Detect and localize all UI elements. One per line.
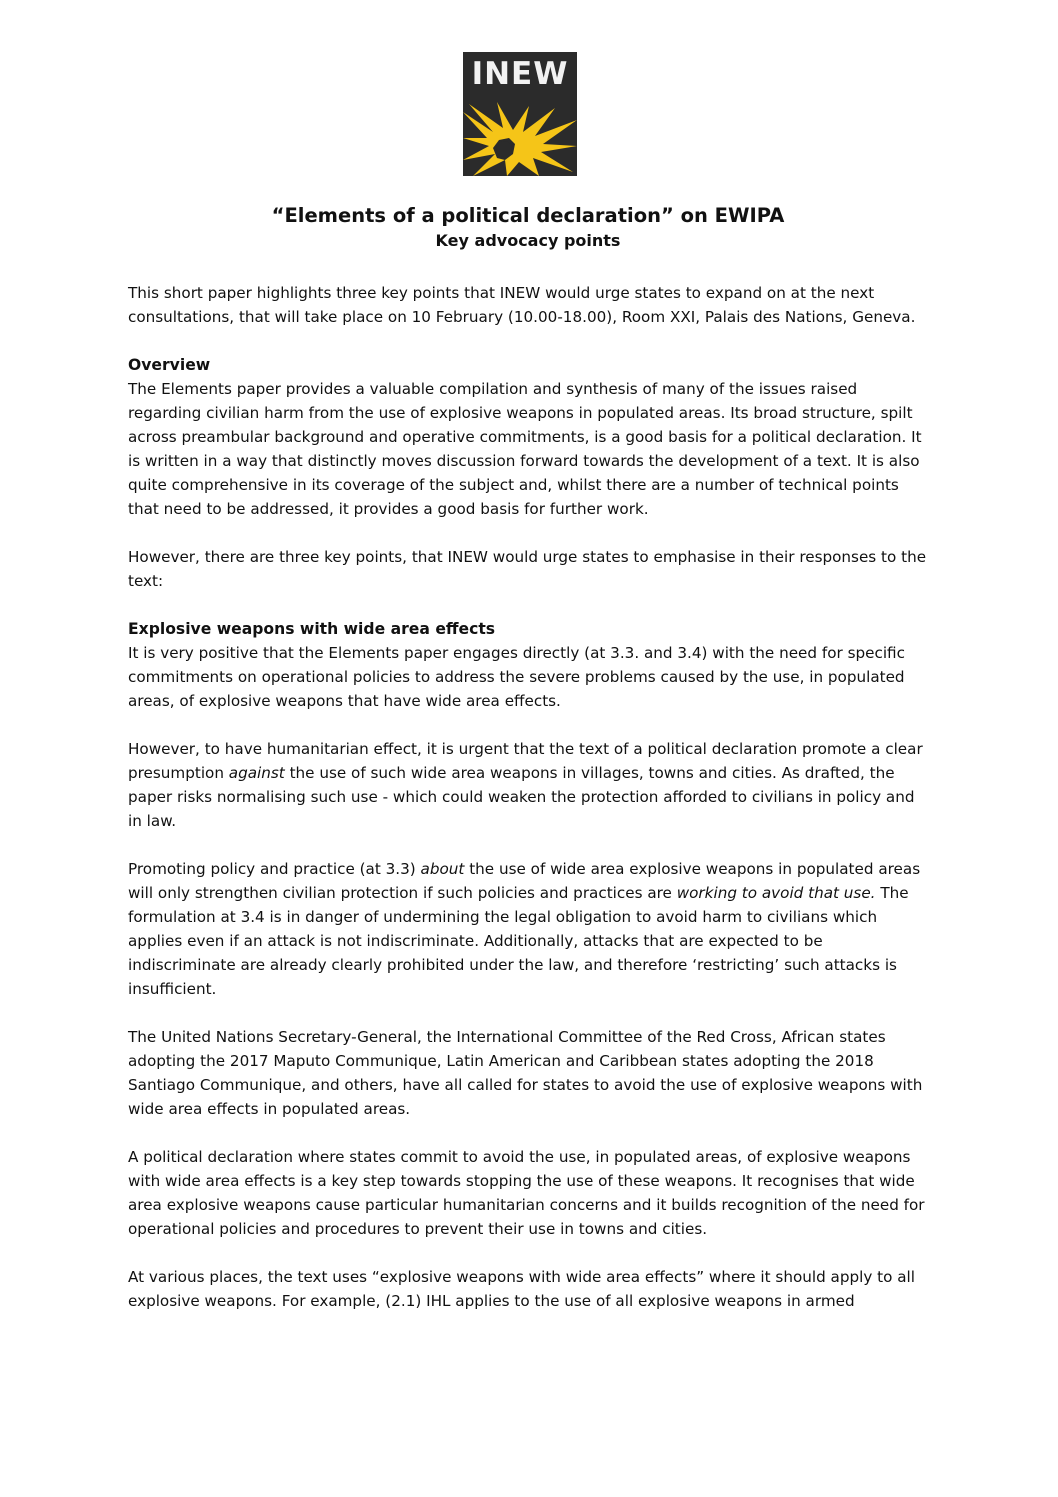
section-wide-area-heading: Explosive weapons with wide area effects [128, 620, 496, 638]
inew-logo [463, 52, 577, 176]
intro-paragraph: This short paper highlights three key points that INEW would urge states to expand on at the next consultations, that will take place on 10 February (10.00-18.00), Room XXI, Palais des Nations, Geneva. [128, 284, 916, 326]
paragraph-text: The formulation at 3.4 is in danger of undermining the legal obligation to avoid harm to civilians which applies even if an attack is not indiscriminate. Additionally, attacks that are expected to be indiscriminate are already clearly prohibited under the law, and therefore ‘restricting’ such attacks is insufficient. [128, 884, 909, 998]
paragraph-text: Promoting policy and practice (at 3.3) [128, 860, 421, 878]
document-body [128, 281, 930, 1313]
document-title: “Elements of a political declaration” on EWIPA [271, 204, 785, 227]
wide-area-paragraph-4: The United Nations Secretary-General, the International Committee of the Red Cross, African states adopting the 2017 Maputo Communique, Latin American and Caribbean states adopting the 2018 Santiago Communique, and others, have all called for states to avoid the use of explosive weapons with wide area effects in populated areas. [128, 1028, 923, 1118]
however-paragraph: However, there are three key points, that INEW would urge states to emphasise in their responses to the text: [128, 548, 927, 590]
title-block [128, 203, 928, 253]
wide-area-paragraph-2 [128, 737, 930, 833]
emphasis-text: working to avoid that use. [676, 884, 876, 902]
wide-area-paragraph-1: It is very positive that the Elements paper engages directly (at 3.3. and 3.4) with the need for specific commitments on operational policies to address the severe problems caused by the use, in populated areas, of explosive weapons that have wide area effects. [128, 644, 905, 710]
overview-heading: Overview [128, 356, 211, 374]
emphasis-text: against [228, 764, 285, 782]
emphasis-text: about [420, 860, 465, 878]
overview-paragraph: The Elements paper provides a valuable compilation and synthesis of many of the issues raised regarding civilian harm from the use of explosive weapons in populated areas. Its broad structure, spilt across preambular background and operative commitments, is a good basis for a political declaration. It is written in a way that distinctly moves discussion forward towards the development of a text. It is also quite comprehensive in its coverage of the subject and, whilst there are a number of technical points that need to be addressed, it provides a good basis for further work. [128, 380, 922, 518]
wide-area-paragraph-5: A political declaration where states commit to avoid the use, in populated areas, of explosive weapons with wide area effects is a key step towards stopping the use of these weapons. It recognises that wide area explosive weapons cause particular humanitarian concerns and it builds recognition of the need for operational policies and procedures to prevent their use in towns and cities. [128, 1148, 925, 1238]
wide-area-paragraph-6: At various places, the text uses “explosive weapons with wide area effects” where it should apply to all explosive weapons. For example, (2.1) IHL applies to the use of all explosive weapons in armed [128, 1268, 915, 1310]
wide-area-paragraph-3 [128, 857, 930, 1001]
logo-text: INEW [471, 56, 569, 92]
paragraph-text: However, to have humanitarian effect, it is urgent that the text of a political declaration promote a clear presumption [128, 740, 923, 782]
document-subtitle: Key advocacy points [435, 231, 621, 250]
paragraph-text: the use of such wide area weapons in villages, towns and cities. As drafted, the paper risks normalising such use - which could weaken the protection afforded to civilians in policy and in law. [128, 764, 915, 830]
explosion-burst-icon [463, 102, 577, 176]
paragraph-text: the use of wide area explosive weapons in populated areas will only strengthen civilian protection if such policies and practices are [128, 860, 921, 902]
